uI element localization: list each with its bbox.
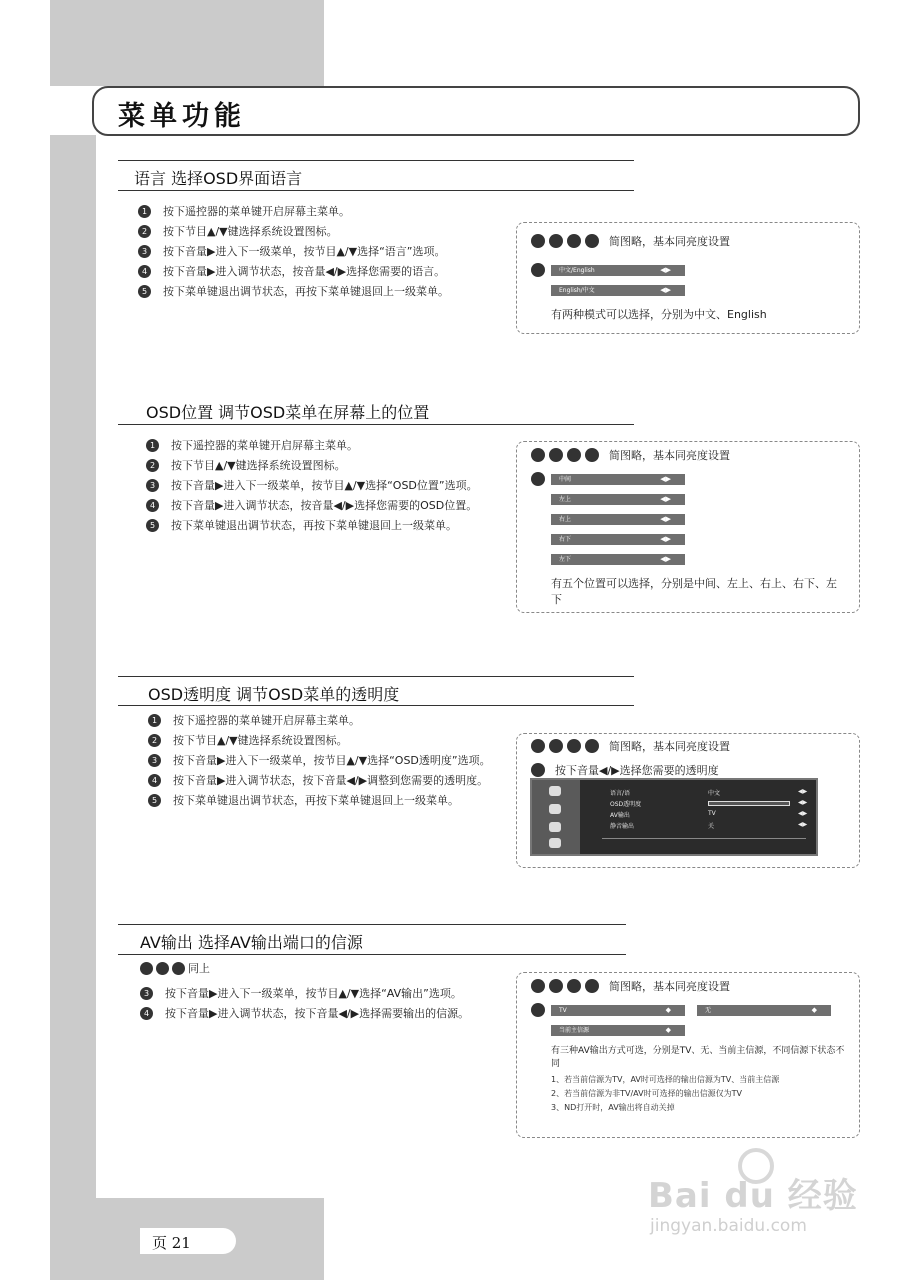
step-text: 按下菜单键退出调节状态，再按下菜单键退回上一级菜单。 [171,519,457,532]
step-number: 2 [148,734,161,747]
settings-icon [549,838,561,848]
info-description: 有五个位置可以选择，分别是中间、左上、右上、右下、左下 [551,577,837,606]
section-title-osd-transparency: OSD透明度 调节OSD菜单的透明度 [148,685,400,704]
step-text: 按下音量▶进入下一级菜单，按节目▲/▼选择“AV输出”选项。 [165,987,462,1000]
section-rule-top [118,924,626,925]
step-item [148,751,508,771]
menu-row-label: 静音输出 [610,823,635,830]
menu-row-value: 中文 [708,790,721,797]
wrench-icon [549,786,561,796]
step-text: 按下音量▶进入调节状态，按音量◀/▶选择您需要的OSD位置。 [171,499,478,512]
page-number: 页 21 [152,1234,191,1252]
step-badge [531,1003,545,1017]
watermark-logo: Bai du 经验 [648,1176,858,1216]
menu-row-arrows: ◀▶ [798,788,808,795]
step-text: 按下音量▶进入下一级菜单，按节目▲/▼选择“语言”选项。 [163,245,446,258]
steps-osd-transparency [148,711,508,811]
step-text: 按下音量▶进入调节状态，按下音量◀/▶调整到您需要的透明度。 [173,774,489,787]
option-bar: 无 ◆ [697,1005,831,1016]
menu-row-arrows: ◀▶ [798,810,808,817]
grey-band-left [50,135,96,1280]
step-item [146,476,506,496]
step-item [146,516,506,536]
menu-row-label: OSD透明度 [610,801,642,808]
menu-row-label: 语言/语 [610,790,631,797]
step-item [146,436,506,456]
step-number: 3 [138,245,151,258]
step-number: 2 [138,225,151,238]
same-as-above-text: 同上 [188,962,210,975]
option-bar: 右上 ◀▶ [551,514,685,525]
info-note: 2、若当前信源为非TV/AV时可选择的输出信源仅为TV [551,1089,742,1098]
info-header [531,233,730,249]
option-bar: 中文/English ◀▶ [551,265,685,276]
step-item [138,202,498,222]
step-number: 5 [138,285,151,298]
section-rule [118,424,634,425]
section-title-av-output: AV输出 选择AV输出端口的信源 [140,933,363,952]
info-header-text: 简图略，基本同亮度设置 [609,980,730,993]
step-text: 按下遥控器的菜单键开启屏幕主菜单。 [173,714,360,727]
option-bar: 左下 ◀▶ [551,554,685,565]
step-text: 按下音量▶进入调节状态，按下音量◀/▶选择需要输出的信源。 [165,1007,470,1020]
steps-av-output [140,984,500,1024]
step-item [148,731,508,751]
section-rule-bottom [118,705,634,706]
step-number: 3 [146,479,159,492]
step-text: 按下节目▲/▼键选择系统设置图标。 [171,459,346,472]
steps-osd-position [146,436,506,536]
option-bar: 中间 ◀▶ [551,474,685,485]
info-header [531,978,730,994]
step-number: 3 [140,987,153,1000]
step-item [140,984,500,1004]
step-number: 4 [146,499,159,512]
step-text: 按下菜单键退出调节状态，再按下菜单键退回上一级菜单。 [173,794,459,807]
step-item [148,791,508,811]
step-number: 4 [148,774,161,787]
option-bar: TV ◆ [551,1005,685,1016]
menu-row-arrows: ◀▶ [798,821,808,828]
section-rule-bottom [118,954,626,955]
menu-row-label: AV输出 [610,812,630,819]
info-note: 1、若当前信源为TV，AV时可选择的输出信源为TV、当前主信源 [551,1075,780,1084]
step-item [138,222,498,242]
option-bar: 当前主信源 ◆ [551,1025,685,1036]
info-note: 3、ND打开时，AV输出将自动关掉 [551,1103,675,1112]
step-number: 1 [138,205,151,218]
step-number: 3 [148,754,161,767]
sound-icon [549,822,561,832]
info-subheader-text: 按下音量◀/▶选择您需要的透明度 [555,764,719,777]
step-number: 4 [140,1007,153,1020]
step-text: 按下节目▲/▼键选择系统设置图标。 [173,734,348,747]
info-header [531,447,730,463]
step-item [148,711,508,731]
step-text: 按下遥控器的菜单键开启屏幕主菜单。 [163,205,350,218]
menu-sidebar [532,780,580,854]
step-item [146,496,506,516]
option-bar: 左上 ◀▶ [551,494,685,505]
step-item [138,242,498,262]
info-box-osd-position [516,441,860,613]
info-header-text: 简图略，基本同亮度设置 [609,235,730,248]
step-item [148,771,508,791]
info-subheader [531,762,719,778]
step-number: 1 [146,439,159,452]
info-header [531,738,730,754]
info-box-av-output [516,972,860,1138]
step-number: 2 [146,459,159,472]
step-text: 按下遥控器的菜单键开启屏幕主菜单。 [171,439,358,452]
step-text: 按下音量▶进入下一级菜单，按节目▲/▼选择“OSD透明度”选项。 [173,754,491,767]
steps-language [138,202,498,302]
step-item [140,1004,500,1024]
page-title: 菜单功能 [118,101,246,132]
step-number: 5 [148,794,161,807]
step-badge [531,263,545,277]
step-text: 按下音量▶进入下一级菜单，按节目▲/▼选择“OSD位置”选项。 [171,479,478,492]
step-number: 5 [146,519,159,532]
watermark-url: jingyan.baidu.com [650,1216,807,1236]
section-title-osd-position: OSD位置 调节OSD菜单在屏幕上的位置 [146,403,430,422]
option-bar: 右下 ◀▶ [551,534,685,545]
step-item [138,262,498,282]
info-header-text: 简图略，基本同亮度设置 [609,449,730,462]
transparency-slider [708,801,790,806]
picture-icon [549,804,561,814]
step-text: 按下音量▶进入调节状态，按音量◀/▶选择您需要的语言。 [163,265,446,278]
info-box-language [516,222,860,334]
section-rule-top [118,160,634,161]
step-text: 按下节目▲/▼键选择系统设置图标。 [163,225,338,238]
step-number: 4 [138,265,151,278]
same-as-above [140,960,210,976]
step-item [146,456,506,476]
option-bar: English/中文 ◀▶ [551,285,685,296]
menu-row-value: TV [708,810,716,817]
section-rule-top [118,676,634,677]
grey-band-top [50,0,324,86]
osd-menu-screen [530,778,818,856]
menu-row-value: 关 [708,823,715,830]
section-rule-bottom [118,190,634,191]
info-description: 有三种AV输出方式可选，分别是TV、无、当前主信源，不同信源下状态不同 [551,1046,845,1069]
section-title-language: 语言 选择OSD界面语言 [134,169,303,188]
step-text: 按下菜单键退出调节状态，再按下菜单键退回上一级菜单。 [163,285,449,298]
info-description: 有两种模式可以选择，分别为中文、English [551,308,767,321]
step-item [138,282,498,302]
info-header-text: 简图略，基本同亮度设置 [609,740,730,753]
menu-divider [602,838,806,839]
step-number: 1 [148,714,161,727]
menu-row-arrows: ◀▶ [798,799,808,806]
step-badge [531,472,545,486]
